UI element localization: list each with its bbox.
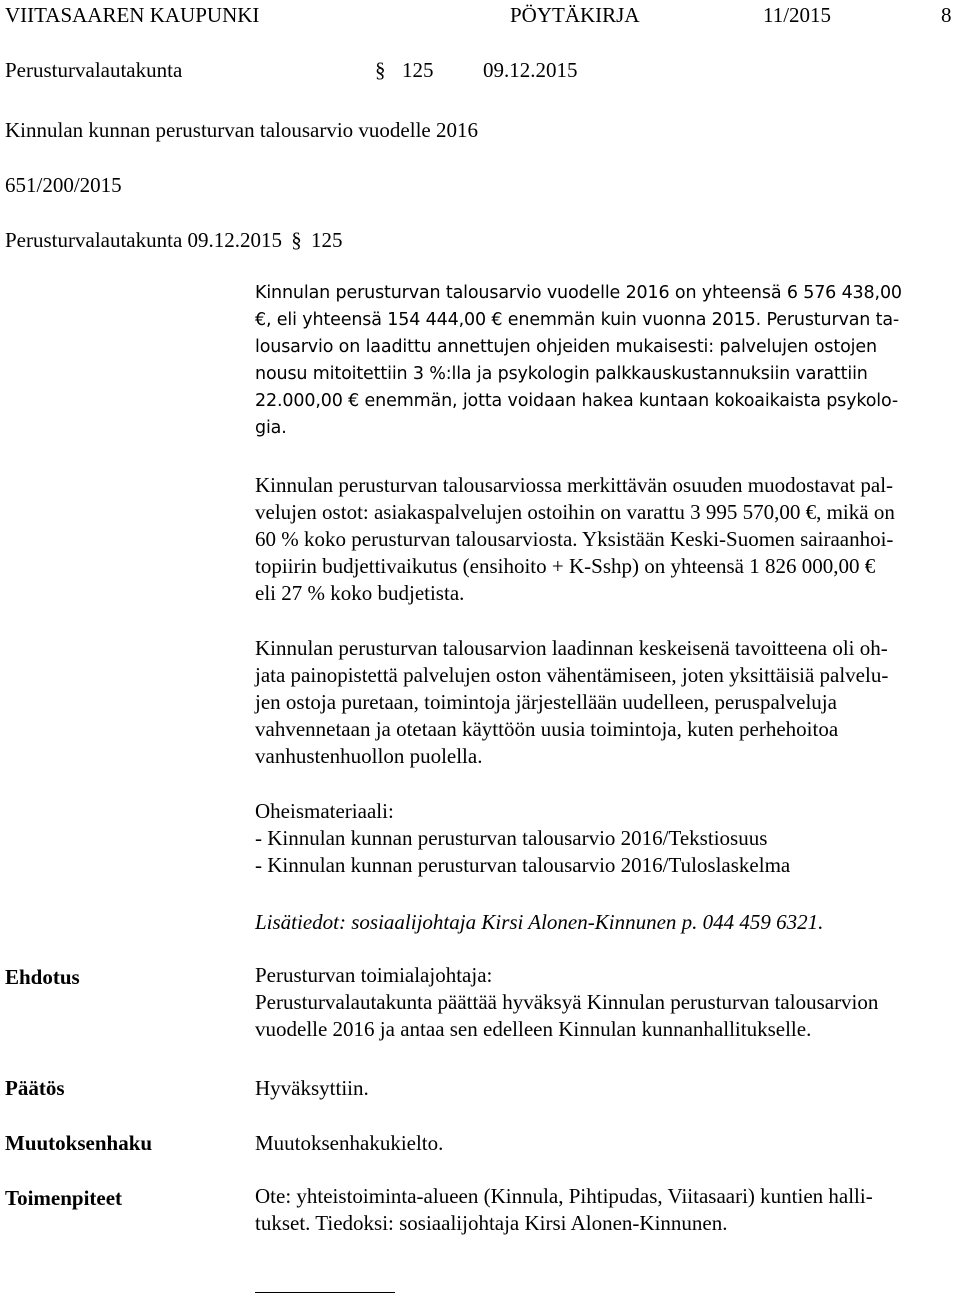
- text-line: Perusturvan toimialajohtaja:: [255, 963, 493, 987]
- text-line: vahvennetaan ja otetaan käyttöön uusia toimintoja, kuten perhehoitoa: [255, 717, 839, 741]
- text-line: vanhustenhuollon puolella.: [255, 744, 483, 768]
- text-line: Kinnulan perusturvan talousarvio vuodelle 2016 on yhteensä 6 576 438,00: [255, 283, 902, 303]
- text-line: 60 % koko perusturvan talousarviosta. Yksistään Keski-Suomen sairaanhoi-: [255, 527, 894, 551]
- reference-number: 651/200/2015: [5, 173, 122, 197]
- text-line: lousarvio on laadittu annettujen ohjeiden mukaisesti: palvelujen ostojen: [255, 337, 877, 357]
- page-title: Kinnulan kunnan perusturvan talousarvio vuodelle 2016: [5, 118, 478, 142]
- section-label-toimenpiteet: Toimenpiteet: [5, 1186, 123, 1210]
- document-type: PÖYTÄKIRJA: [510, 3, 640, 27]
- attachments: [255, 798, 960, 879]
- footer-rule: [255, 1292, 395, 1293]
- actions-text: [255, 1183, 960, 1237]
- attachment-item: - Kinnulan kunnan perusturvan talousarvio 2016/Tekstiosuus: [255, 826, 768, 850]
- decision-text: Hyväksyttiin.: [255, 1076, 369, 1100]
- text-line: Kinnulan perusturvan talousarviossa merkittävän osuuden muodostavat pal-: [255, 473, 894, 497]
- text-line: €, eli yhteensä 154 444,00 € enemmän kuin vuonna 2015. Perusturvan ta-: [255, 310, 900, 330]
- board-name: Perusturvalautakunta: [5, 58, 183, 82]
- text-line: jata painopistettä palvelujen oston vähentämiseen, joten yksittäisiä palvelu-: [255, 663, 889, 687]
- municipality-name: VIITASAAREN KAUPUNKI: [5, 3, 260, 27]
- attachment-item: - Kinnulan kunnan perusturvan talousarvio 2016/Tuloslaskelma: [255, 853, 791, 877]
- text-line: Perusturvalautakunta päättää hyväksyä Kinnulan perusturvan talousarvion: [255, 990, 879, 1014]
- text-line: vuodelle 2016 ja antaa sen edelleen Kinnulan kunnanhallitukselle.: [255, 1017, 812, 1041]
- document-number: 11/2015: [763, 3, 832, 27]
- text-line: Ote: yhteistoiminta-alueen (Kinnula, Pihtipudas, Viitasaari) kuntien halli-: [255, 1184, 873, 1208]
- page-number: 8: [941, 3, 952, 27]
- text-line: topiirin budjettivaikutus (ensihoito + K-Sshp) on yhteensä 1 826 000,00 €: [255, 554, 876, 578]
- paragraph-budget-total: [255, 280, 960, 442]
- text-line: jen ostoja puretaan, toimintoja järjestellään uudelleen, peruspalveluja: [255, 690, 837, 714]
- appeal-text: Muutoksenhakukielto.: [255, 1131, 444, 1155]
- text-line: velujen ostot: asiakaspalvelujen ostoihin on varattu 3 995 570,00 €, mikä on: [255, 500, 895, 524]
- proposal-text: [255, 962, 960, 1043]
- text-line: Kinnulan perusturvan talousarvion laadinnan keskeisenä tavoitteena oli oh-: [255, 636, 888, 660]
- contact-info: Lisätiedot: sosiaalijohtaja Kirsi Alonen-Kinnunen p. 044 459 6321.: [255, 910, 824, 934]
- section-sign: §: [375, 58, 386, 82]
- section-label-ehdotus: Ehdotus: [5, 965, 80, 989]
- attachments-label: Oheismateriaali:: [255, 799, 394, 823]
- paragraph-budget-goals: [255, 635, 960, 770]
- meeting-line-section-sign: §: [291, 228, 302, 252]
- meeting-date: 09.12.2015: [483, 58, 578, 82]
- text-line: eli 27 % koko budjetista.: [255, 581, 465, 605]
- text-line: nousu mitoitettiin 3 %:lla ja psykologin palkkauskustannuksiin varattiin: [255, 364, 868, 384]
- text-line: gia.: [255, 418, 287, 438]
- paragraph-service-purchases: [255, 472, 960, 607]
- section-number: 125: [402, 58, 434, 82]
- text-line: tukset. Tiedoksi: sosiaalijohtaja Kirsi Alonen-Kinnunen.: [255, 1211, 728, 1235]
- meeting-line: [5, 230, 343, 251]
- section-label-paatos: Päätös: [5, 1076, 65, 1100]
- text-line: 22.000,00 € enemmän, jotta voidaan hakea kuntaan kokoaikaista psykolo-: [255, 391, 899, 411]
- section-label-muutoksenhaku: Muutoksenhaku: [5, 1131, 153, 1155]
- meeting-line-text: Perusturvalautakunta 09.12.2015: [5, 228, 283, 252]
- meeting-line-section-number: 125: [311, 228, 343, 252]
